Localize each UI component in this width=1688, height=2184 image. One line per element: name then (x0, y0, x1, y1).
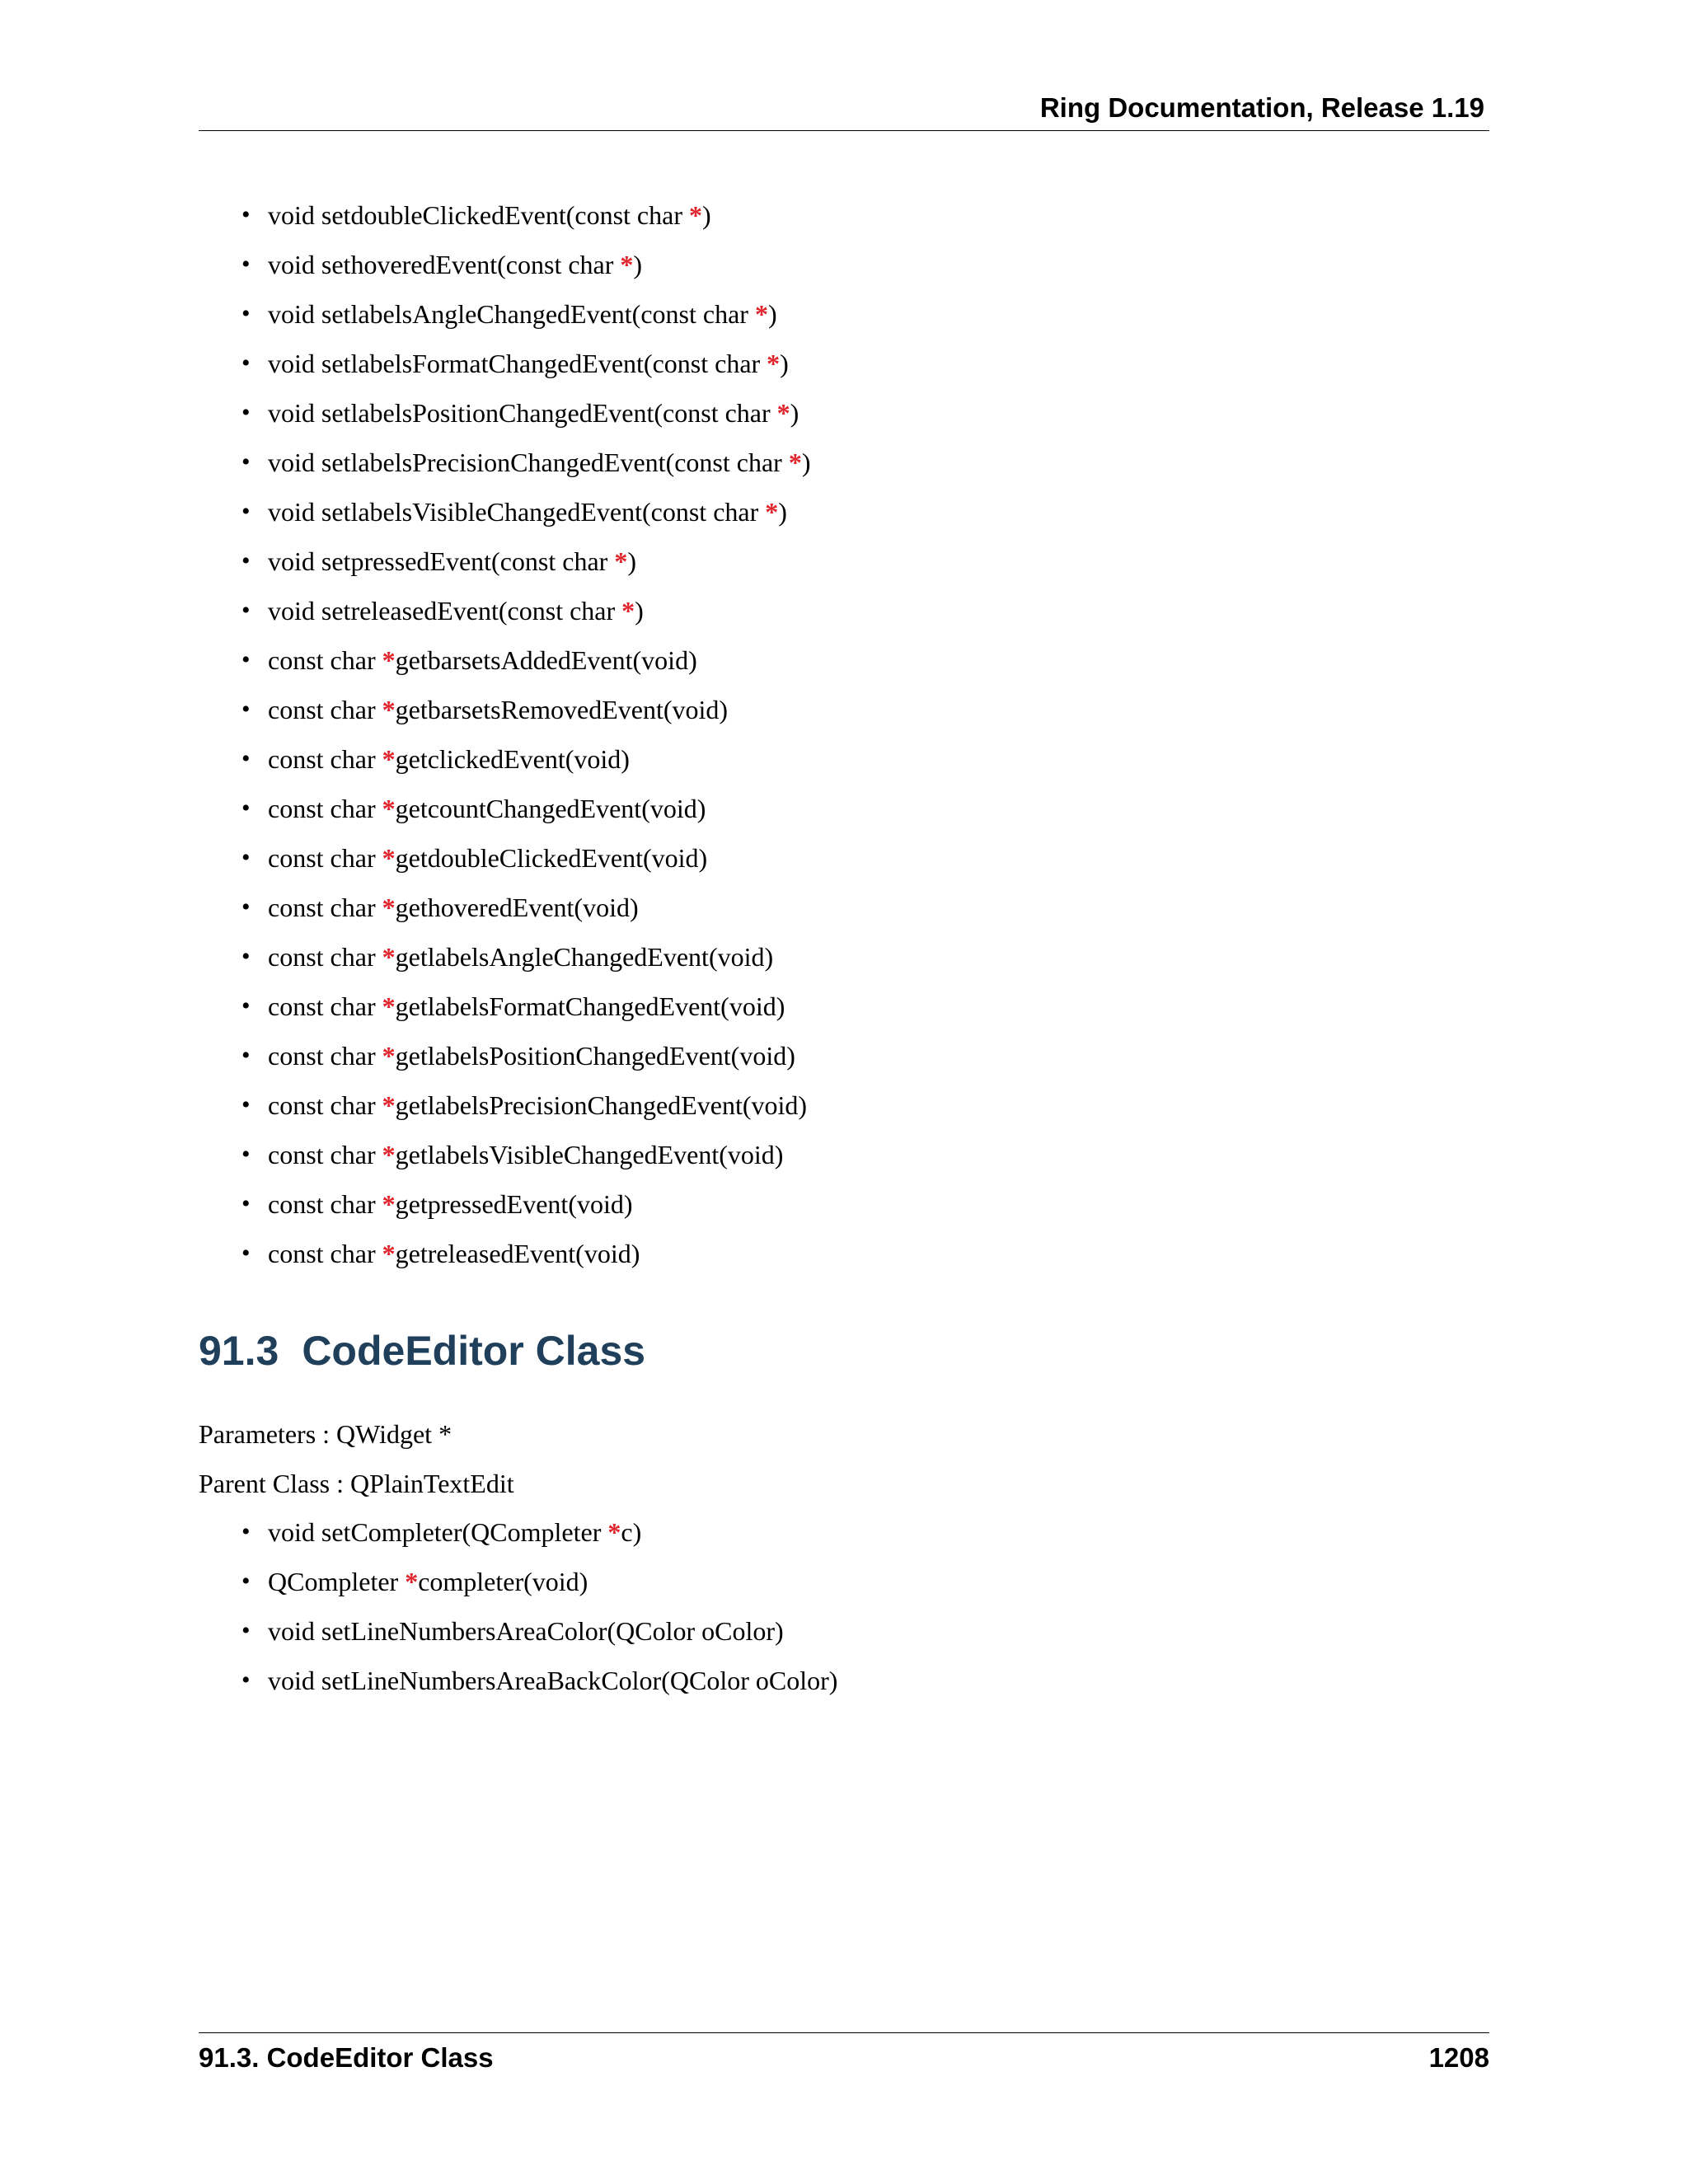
pointer-asterisk: * (382, 893, 396, 922)
section-number: 91.3 (199, 1328, 279, 1374)
method-text-after: getlabelsPrecisionChangedEvent(void) (395, 1090, 808, 1120)
list-item (199, 289, 810, 339)
bullet-icon: • (241, 251, 251, 278)
method-text-after: getclickedEvent(void) (395, 744, 630, 774)
bullet-icon: • (241, 597, 251, 624)
method-text-before: QCompleter (268, 1567, 406, 1596)
bullet-icon: • (241, 1617, 251, 1644)
bullet-icon: • (241, 745, 251, 772)
pointer-asterisk: * (382, 1140, 396, 1169)
method-text-after: getpressedEvent(void) (395, 1189, 633, 1219)
bullet-icon: • (241, 448, 251, 476)
pointer-asterisk: * (765, 497, 779, 527)
running-header-title: Ring Documentation, Release 1.19 (1039, 92, 1484, 123)
method-text-before: void setlabelsAngleChangedEvent(const char (268, 299, 755, 329)
method-text-before: const char (268, 942, 382, 972)
bullet-icon: • (241, 349, 251, 377)
pointer-asterisk: * (382, 1189, 396, 1219)
section-heading (199, 1327, 645, 1375)
method-text-after: getlabelsVisibleChangedEvent(void) (395, 1140, 784, 1169)
pointer-asterisk: * (382, 991, 396, 1021)
pointer-asterisk: * (405, 1567, 419, 1596)
bullet-icon: • (241, 498, 251, 525)
pointer-asterisk: * (382, 645, 396, 675)
bullet-icon: • (241, 201, 251, 228)
method-text-after: ) (701, 200, 711, 230)
list-item (199, 1179, 810, 1229)
bullet-icon: • (241, 844, 251, 871)
list-item (199, 190, 810, 240)
method-text-before: const char (268, 893, 382, 922)
bullet-icon: • (241, 794, 251, 822)
pointer-asterisk: * (382, 843, 396, 873)
method-text-before: const char (268, 1140, 382, 1169)
method-text-after: ) (627, 546, 636, 576)
list-item (199, 1080, 810, 1130)
list-item (199, 240, 810, 289)
method-text-after: ) (780, 349, 789, 378)
method-text-before: void setLineNumbersAreaColor(QColor oColor) (268, 1616, 784, 1646)
method-text-before: const char (268, 1239, 382, 1268)
method-text-after: getcountChangedEvent(void) (395, 794, 706, 823)
method-text-before: void setCompleter(QCompleter (268, 1517, 608, 1547)
pointer-asterisk: * (788, 448, 802, 477)
method-text-before: void setreleasedEvent(const char (268, 596, 622, 626)
method-text-after: gethoveredEvent(void) (395, 893, 639, 922)
method-text-before: void setpressedEvent(const char (268, 546, 615, 576)
list-item (199, 438, 810, 487)
list-item (199, 833, 810, 883)
pointer-asterisk: * (614, 546, 628, 576)
method-text-after: ) (778, 497, 787, 527)
method-text-after: ) (767, 299, 777, 329)
bullet-icon: • (241, 893, 251, 921)
list-item (199, 586, 810, 635)
list-item (199, 784, 810, 833)
section-title: CodeEditor Class (302, 1328, 646, 1374)
bullet-icon: • (241, 399, 251, 426)
bullet-icon: • (241, 1091, 251, 1118)
bullet-icon: • (241, 300, 251, 327)
method-text-before: void setlabelsPositionChangedEvent(const char (268, 398, 777, 428)
pointer-asterisk: * (754, 299, 768, 329)
list-item (199, 635, 810, 685)
method-text-after: c) (621, 1517, 642, 1547)
pointer-asterisk: * (382, 1090, 396, 1120)
method-text-after: ) (801, 448, 811, 477)
list-item (199, 1557, 837, 1606)
method-list-top (199, 190, 810, 1278)
bullet-icon: • (241, 1240, 251, 1267)
pointer-asterisk: * (688, 200, 702, 230)
method-list-codeeditor (199, 1507, 837, 1705)
pointer-asterisk: * (382, 1239, 396, 1268)
method-text-before: void setlabelsVisibleChangedEvent(const char (268, 497, 766, 527)
list-item (199, 883, 810, 932)
list-item (199, 388, 810, 438)
method-text-before: const char (268, 1189, 382, 1219)
method-text-after: getlabelsFormatChangedEvent(void) (395, 991, 785, 1021)
method-text-before: const char (268, 744, 382, 774)
list-item (199, 339, 810, 388)
list-item (199, 1606, 837, 1656)
bullet-icon: • (241, 547, 251, 574)
method-text-before: const char (268, 991, 382, 1021)
method-text-before: void setlabelsPrecisionChangedEvent(const char (268, 448, 789, 477)
header-rule (199, 130, 1489, 131)
list-item (199, 1656, 837, 1705)
bullet-icon: • (241, 696, 251, 723)
method-text-before: void setlabelsFormatChangedEvent(const char (268, 349, 767, 378)
list-item (199, 932, 810, 982)
parameters-line: Parameters : QWidget * (199, 1419, 452, 1449)
pointer-asterisk: * (767, 349, 781, 378)
list-item (199, 1229, 810, 1278)
pointer-asterisk: * (620, 250, 634, 279)
list-item (199, 1130, 810, 1179)
bullet-icon: • (241, 1568, 251, 1595)
method-text-after: ) (790, 398, 799, 428)
parent-class-line: Parent Class : QPlainTextEdit (199, 1469, 514, 1498)
method-text-before: void sethoveredEvent(const char (268, 250, 621, 279)
method-text-after: ) (635, 596, 644, 626)
method-text-before: const char (268, 843, 382, 873)
list-item (199, 982, 810, 1031)
method-text-after: completer(void) (418, 1567, 588, 1596)
bullet-icon: • (241, 1141, 251, 1168)
method-text-before: const char (268, 1041, 382, 1071)
method-text-after: getlabelsAngleChangedEvent(void) (395, 942, 774, 972)
method-text-after: getlabelsPositionChangedEvent(void) (395, 1041, 795, 1071)
list-item (199, 685, 810, 734)
method-text-after: getbarsetsAddedEvent(void) (395, 645, 697, 675)
list-item (199, 1507, 837, 1557)
method-text-before: const char (268, 645, 382, 675)
footer-section-title: 91.3. CodeEditor Class (199, 2042, 494, 2073)
method-text-before: void setdoubleClickedEvent(const char (268, 200, 689, 230)
method-text-after: getreleasedEvent(void) (395, 1239, 640, 1268)
list-item (199, 734, 810, 784)
bullet-icon: • (241, 1190, 251, 1217)
pointer-asterisk: * (607, 1517, 621, 1547)
footer-rule (199, 2032, 1489, 2033)
bullet-icon: • (241, 1042, 251, 1069)
pointer-asterisk: * (621, 596, 635, 626)
method-text-before: const char (268, 794, 382, 823)
bullet-icon: • (241, 646, 251, 673)
list-item (199, 1031, 810, 1080)
bullet-icon: • (241, 1666, 251, 1694)
pointer-asterisk: * (776, 398, 790, 428)
method-text-before: const char (268, 1090, 382, 1120)
pointer-asterisk: * (382, 744, 396, 774)
bullet-icon: • (241, 943, 251, 970)
bullet-icon: • (241, 1518, 251, 1545)
pointer-asterisk: * (382, 1041, 396, 1071)
pointer-asterisk: * (382, 942, 396, 972)
bullet-icon: • (241, 992, 251, 1019)
pointer-asterisk: * (382, 794, 396, 823)
footer-page-number: 1208 (1428, 2042, 1489, 2073)
list-item (199, 537, 810, 586)
method-text-after: ) (633, 250, 643, 279)
method-text-before: const char (268, 695, 382, 724)
pointer-asterisk: * (382, 695, 396, 724)
list-item (199, 487, 810, 537)
method-text-before: void setLineNumbersAreaBackColor(QColor oColor) (268, 1666, 838, 1695)
method-text-after: getbarsetsRemovedEvent(void) (395, 695, 729, 724)
method-text-after: getdoubleClickedEvent(void) (395, 843, 708, 873)
